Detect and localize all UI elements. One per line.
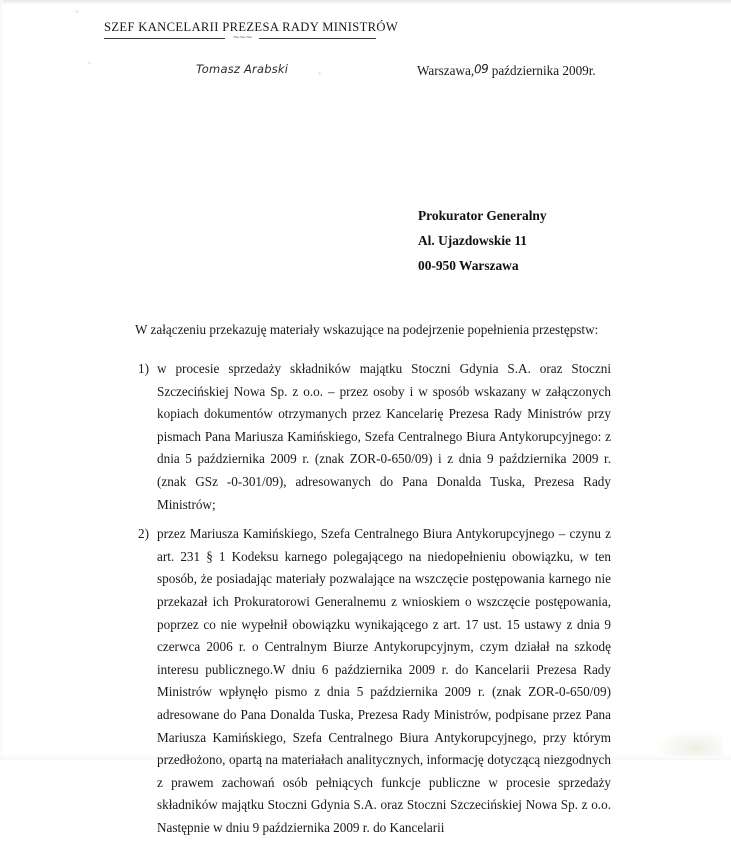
signer-name: Tomasz Arabski [196, 62, 289, 76]
letterhead-title: SZEF KANCELARII PREZESA RADY MINISTRÓW [104, 20, 399, 34]
list-item [135, 358, 611, 516]
dateline [417, 63, 596, 79]
scan-speck [75, 10, 79, 13]
addressee-line-3: 00-950 Warszawa [418, 258, 519, 273]
addressee-block [418, 203, 547, 278]
numbered-list [135, 358, 611, 846]
letterhead-divider [104, 34, 376, 47]
dateline-city: Warszawa, [417, 63, 475, 78]
list-item-text: w procesie sprzedaży składników majątku Stoczni Gdynia S.A. oraz Stoczni Szczecińskiej Nowa Sp. z o.o. – przez osoby i w sposób wskazany w załączonych kopiach dokumentów otrzymanych przez Kancelarię Prezesa Rady Ministrów przy pismach Pana Mariusza Kamińskiego, Szefa Centralnego Biura Antykorupcyjnego: z dnia 5 października 2009 r. (znak ZOR-0-650/09) i z dnia 9 października 2009 r. (znak GSz -0-301/09), adresowanych do Pana Donalda Tuska, Prezesa Rady Ministrów; [157, 361, 611, 512]
letterhead [104, 20, 399, 47]
scan-left-edge [0, 0, 3, 760]
scan-speck [318, 72, 321, 75]
dateline-month-year: października 2009r. [491, 63, 596, 78]
addressee-line-1: Prokurator Generalny [418, 208, 547, 223]
letterhead-ornament: ~~~ [225, 34, 259, 43]
list-item [135, 523, 611, 839]
list-item-marker: 1) [138, 361, 149, 376]
scan-top-edge [0, 0, 731, 5]
list-item-marker: 2) [138, 526, 149, 542]
scan-speck [88, 62, 91, 64]
intro-paragraph: W załączeniu przekazuję materiały wskazujące na podejrzenie popełnienia przestępstw: [135, 322, 599, 337]
addressee-line-2: Al. Ujazdowskie 11 [418, 233, 527, 248]
list-item-text: przez Mariusza Kamińskiego, Szefa Centralnego Biura Antykorupcyjnego – czynu z art. 231 § 1 Kodeksu karnego polegającego na niedopełnieniu obowiązku, w ten sposób, że posiadając materiały pozwalające na wszczęcie postępowania karnego nie przekazał ich Prokuratorowi Generalnemu z wnioskiem o wszczęcie postępowania, poprzez co nie wypełnił obowiązku wynikającego z art. 17 ust. 15 ustawy z dnia 9 czerwca 2006 r. o Centralnym Biurze Antykorupcyjnym, czym działał na szkodę interesu publicznego.W dniu 6 października 2009 r. do Kancelarii Prezesa Rady Ministrów wpłynęło pismo z dnia 5 października 2009 r. (znak ZOR-0-650/09) adresowane do Pana Donalda Tuska, Prezesa Rady Ministrów, podpisane przez Pana Mariusza Kamińskiego, Szefa Centralnego Biura Antykorupcyjnego, przy którym przedłożono, opartą na materiałach analitycznych, informację dotyczącą niezgodnych z prawem zachowań osób pełniących funkcje publiczne w procesie sprzedaży składników majątku Stoczni Gdynia S.A. oraz Stoczni Szczecińskiej Nowa Sp. z o.o. Następnie w dniu 9 października 2009 r. do Kancelarii [157, 526, 611, 835]
scan-corner-blotch [653, 730, 723, 756]
dateline-handwritten-day: 09 [473, 61, 489, 77]
